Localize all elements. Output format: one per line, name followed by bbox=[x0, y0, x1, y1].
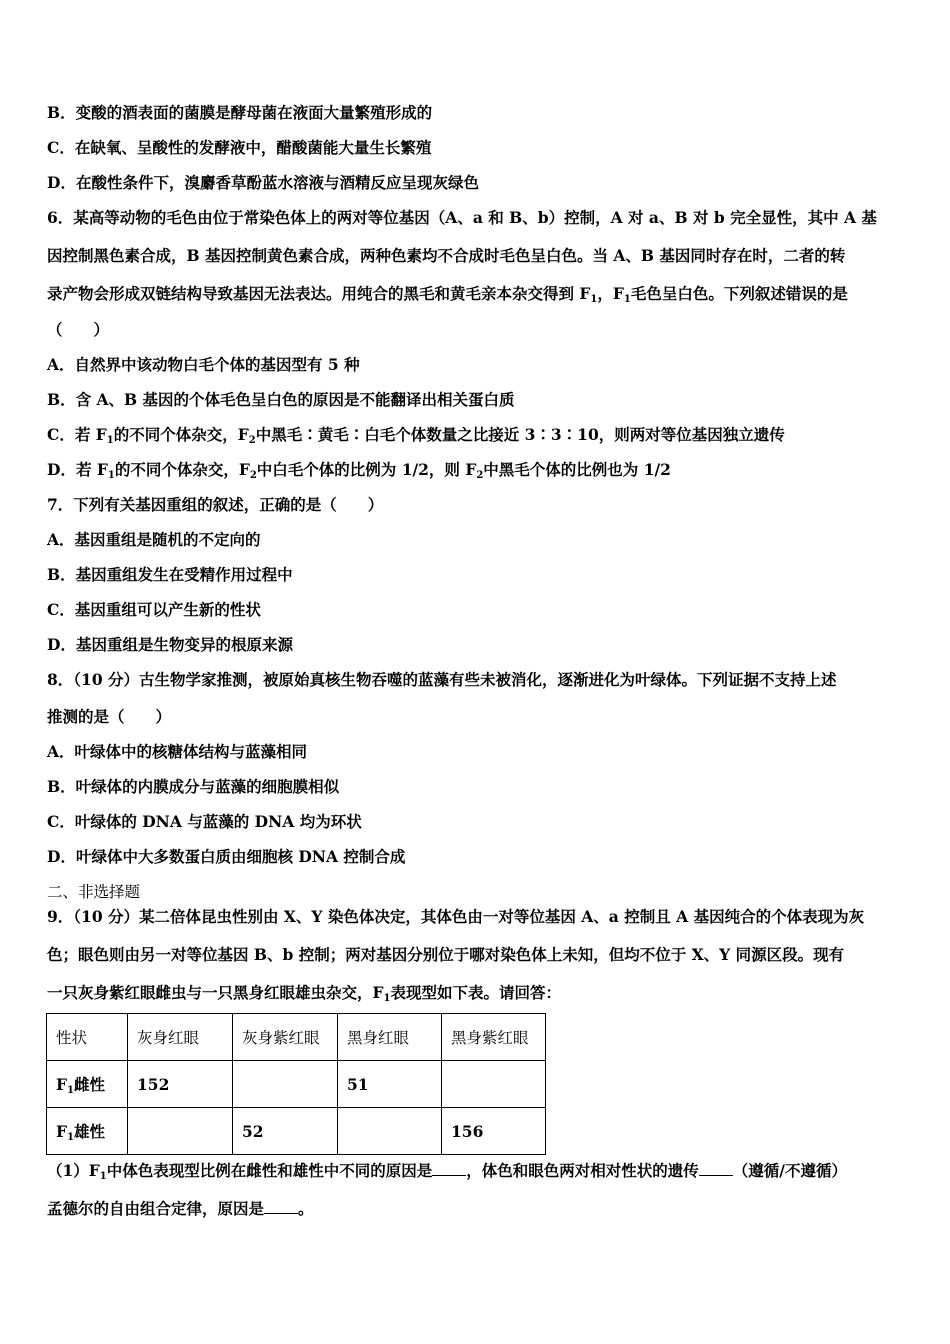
section-title: 二、非选择题 bbox=[47, 883, 141, 901]
q8-stem-line2: 推测的是（ ） bbox=[47, 707, 172, 726]
table-cell: 51 bbox=[338, 1061, 442, 1108]
table-cell: 152 bbox=[128, 1061, 233, 1108]
answer-blank[interactable] bbox=[699, 1161, 733, 1176]
row-label-f1-female: $F_1$雌性 bbox=[47, 1061, 128, 1108]
q7-option-d: D．基因重组是生物变异的根原来源 bbox=[47, 635, 293, 654]
q7-option-c: C．基因重组可以产生新的性状 bbox=[47, 600, 261, 619]
q6-option-b: B．含 A、B 基因的个体毛色呈白色的原因是不能翻译出相关蛋白质 bbox=[47, 390, 515, 409]
q6-option-a: A．自然界中该动物白毛个体的基因型有 5 种 bbox=[47, 355, 360, 374]
q6-stem-line1: 6．某高等动物的毛色由位于常染色体上的两对等位基因（A、a 和 B、b）控制，A 对 a、B 对 b 完全显性，其中 A 基 bbox=[47, 208, 877, 227]
table-cell: 156 bbox=[442, 1108, 546, 1155]
q7-option-a: A．基因重组是随机的不定向的 bbox=[47, 530, 261, 549]
q6-option-c: C．若 $F_1$的不同个体杂交，$F_2$中黑毛∶黄毛∶白毛个体数量之比接近 3∶3∶10，则两对等位基因独立遗传 bbox=[47, 425, 785, 446]
table-header-cell: 灰身红眼 bbox=[128, 1014, 233, 1061]
q9-stem-line2: 色；眼色则由另一对等位基因 B、b 控制；两对基因分别位于哪对染色体上未知，但均不位于 X、Y 同源区段。现有 bbox=[47, 945, 845, 964]
q9-stem-line1: 9．（10 分）某二倍体昆虫性别由 X、Y 染色体决定，其体色由一对等位基因 A、a 控制且 A 基因纯合的个体表现为灰 bbox=[47, 907, 865, 926]
table-header-cell: 黑身红眼 bbox=[338, 1014, 442, 1061]
answer-blank[interactable] bbox=[432, 1161, 466, 1176]
q8-option-c: C．叶绿体的 DNA 与蓝藻的 DNA 均为环状 bbox=[47, 812, 362, 831]
table-header-cell: 黑身紫红眼 bbox=[442, 1014, 546, 1061]
q6-answer-paren: （ ） bbox=[47, 320, 110, 339]
q8-stem-line1: 8．（10 分）古生物学家推测，被原始真核生物吞噬的蓝藻有些未被消化，逐渐进化为叶绿体。下列证据不支持上述 bbox=[47, 670, 837, 689]
table-row bbox=[47, 1108, 546, 1155]
table-cell bbox=[338, 1108, 442, 1155]
table-cell bbox=[233, 1061, 338, 1108]
q8-option-a: A．叶绿体中的核糖体结构与蓝藻相同 bbox=[47, 742, 308, 761]
q6-stem-line2: 因控制黑色素合成，B 基因控制黄色素合成，两种色素均不合成时毛色呈白色。当 A、B 基因同时存在时，二者的转 bbox=[47, 246, 846, 265]
q6-option-d: D．若 $F_1$的不同个体杂交，$F_2$中白毛个体的比例为 1/2，则 $F_2$中黑毛个体的比例也为 1/2 bbox=[47, 460, 671, 481]
q9-sub1-line2: 孟德尔的自由组合定律，原因是 。 bbox=[47, 1199, 314, 1218]
q6-stem-line3: 录产物会形成双链结构导致基因无法表达。用纯合的黑毛和黄毛亲本杂交得到 $F_1$，$F_1$毛色呈白色。下列叙述错误的是 bbox=[47, 284, 848, 305]
q7-option-b: B．基因重组发生在受精作用过程中 bbox=[47, 565, 293, 584]
answer-blank[interactable] bbox=[264, 1199, 298, 1214]
q8-option-b: B．叶绿体的内膜成分与蓝藻的细胞膜相似 bbox=[47, 777, 340, 796]
table-header-cell: 性状 bbox=[47, 1014, 128, 1061]
q8-option-d: D．叶绿体中大多数蛋白质由细胞核 DNA 控制合成 bbox=[47, 847, 406, 866]
q7-stem: 7．下列有关基因重组的叙述，正确的是（ ） bbox=[47, 495, 384, 514]
q5-option-d: D．在酸性条件下，溴麝香草酚蓝水溶液与酒精反应呈现灰绿色 bbox=[47, 173, 479, 192]
row-label-f1-male: $F_1$雄性 bbox=[47, 1108, 128, 1155]
q5-option-c: C．在缺氧、呈酸性的发酵液中，醋酸菌能大量生长繁殖 bbox=[47, 138, 432, 157]
q9-stem-line3: 一只灰身紫红眼雌虫与一只黑身红眼雄虫杂交，$F_1$表现型如下表。请回答： bbox=[47, 983, 561, 1004]
table-header-row bbox=[47, 1014, 546, 1061]
table-cell: 52 bbox=[233, 1108, 338, 1155]
table-cell bbox=[442, 1061, 546, 1108]
phenotype-table bbox=[46, 1013, 546, 1155]
q9-sub1-line1: $(1)F_1$中体色表现型比例在雌性和雄性中不同的原因是 ，体色和眼色两对相对性状的遗传 （遵循/不遵循） bbox=[47, 1161, 847, 1182]
table-row bbox=[47, 1061, 546, 1108]
q5-option-b: B．变酸的酒表面的菌膜是酵母菌在液面大量繁殖形成的 bbox=[47, 103, 433, 122]
table-header-cell: 灰身紫红眼 bbox=[233, 1014, 338, 1061]
table-cell bbox=[128, 1108, 233, 1155]
